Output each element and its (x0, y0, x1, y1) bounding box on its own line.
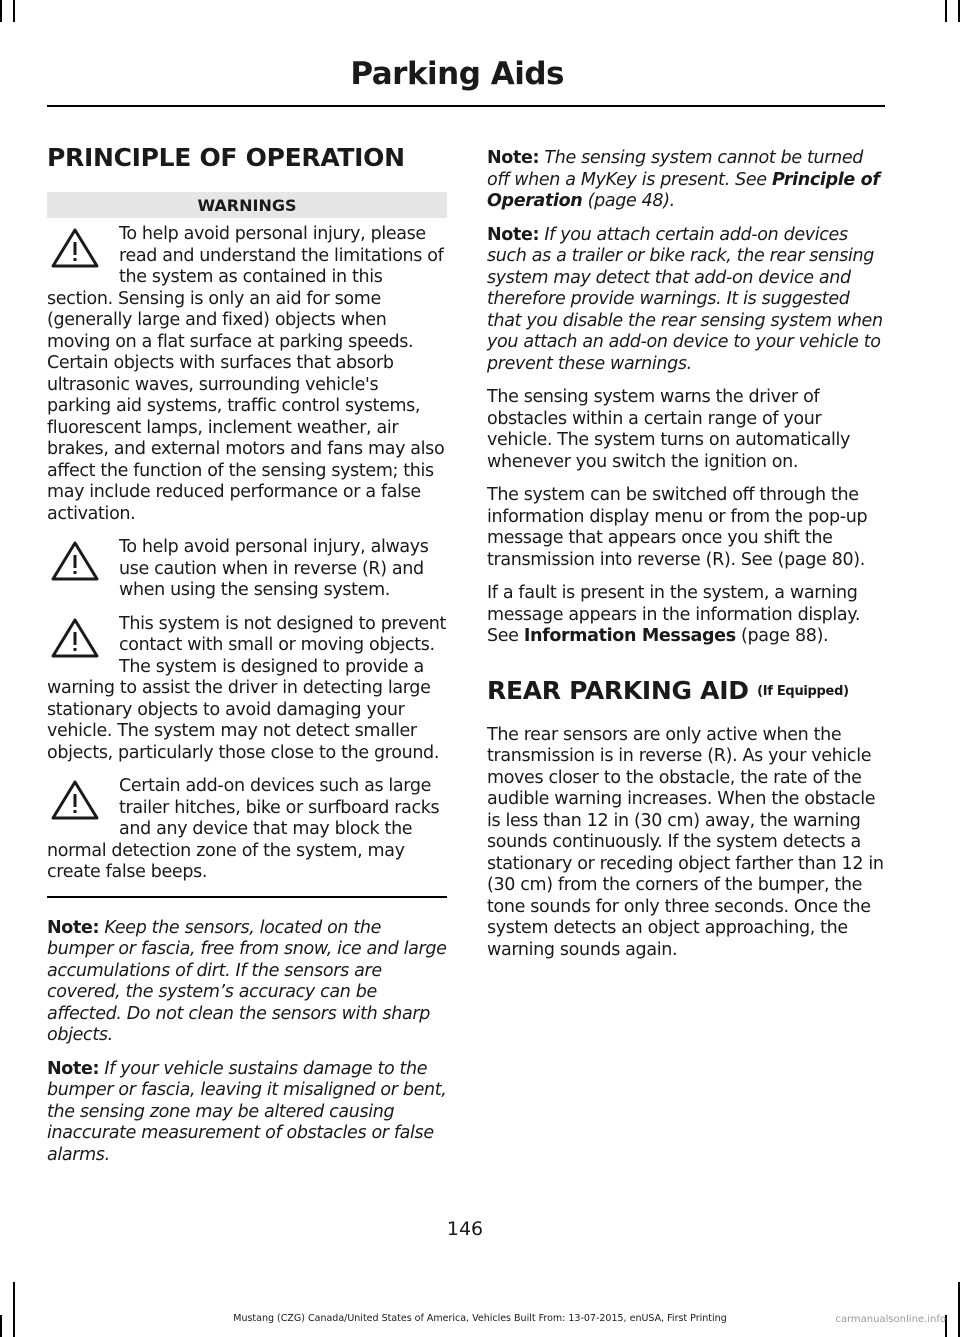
section-heading-rear-parking-aid (487, 676, 887, 705)
note-mykey (487, 148, 887, 213)
section-heading-principle: PRINCIPLE OF OPERATION (47, 143, 405, 172)
warning-text: To help avoid personal injury, always use caution when in reverse (R) and when using the sensing system. (119, 537, 429, 600)
body-paragraph: The system can be switched off through the information display menu or from the pop-up message that appears once you shift the transmission into reverse (R). See (page 80). (487, 485, 868, 570)
watermark: carmanualsonline.info (835, 1314, 946, 1325)
crop-mark (13, 0, 15, 22)
note-text: If your vehicle sustains damage to the bumper or fascia, leaving it misaligned or bent, the sensing zone may be altered causing inaccurate measurement of obstacles or false alarms. (47, 1058, 447, 1165)
crop-mark (945, 0, 947, 22)
warning-triangle-icon (51, 228, 99, 268)
warning-text: This system is not designed to prevent contact with small or moving objects. The system is designed to provide a warning to assist the driver in detecting large stationary objects to avoid damaging your vehicle. The system may not detect smaller objects, particularly those close to the ground. (47, 613, 447, 763)
note-label: Note: (47, 1058, 100, 1079)
note-add-on-devices (487, 225, 887, 376)
note-label: Note: (47, 917, 100, 938)
note-text: The sensing system cannot be turned off when a MyKey is present. See (487, 148, 863, 190)
note-sensors-clean (47, 918, 447, 1047)
warnings-end-divider (47, 896, 447, 898)
note-bumper-damage (47, 1059, 447, 1167)
heading-text: REAR PARKING AID (487, 675, 749, 705)
warning-item (47, 537, 447, 602)
note-text: If you attach certain add-on devices such as a trailer or bike rack, the rear sensing system may detect that add-on device and therefore provide warnings. It is suggested that you disable the rear sensing system when you attach an add-on device to your vehicle to prevent these warnings. (487, 224, 883, 374)
warning-item (47, 224, 447, 525)
note-label: Note: (487, 148, 540, 168)
page-reference: (page 88). (741, 626, 829, 646)
cross-reference-link[interactable]: Principle of Operation (487, 169, 880, 211)
crop-mark (0, 0, 2, 22)
body-paragraph: The rear sensors are only active when the transmission is in reverse (R). As your vehicle moves closer to the obstacle, the rate of the audible warning increases. When the obstacle is less than 12 in (30 cm) away, the warning sounds continuously. If the system detects a stationary or receding object farther than 12 in (30 cm) from the corners of the bumper, the tone sounds for only three seconds. Once the system detects an object approaching, the warning sounds again. (487, 724, 884, 960)
warnings-title: WARNINGS (47, 192, 447, 218)
warning-text: Certain add-on devices such as large trailer hitches, bike or surfboard racks and any device that may block the normal detection zone of the system, may create false beeps. (47, 776, 440, 882)
warning-triangle-icon (51, 618, 99, 658)
equipment-tag: (If Equipped) (757, 683, 849, 699)
warning-text: To help avoid personal injury, please read and understand the limitations of the system as contained in this section. Sensing is only an aid for some (generally large and fixed) objects when moving on a flat surface at parking speeds. Certain objects with surfaces that absorb ultrasonic waves, surrounding vehicle's parking aid systems, traffic control systems, fluorescent lamps, inclement weather, air brakes, and external motors and fans may also affect the function of the sensing system; this may include reduced performance or a false activation. (47, 224, 445, 524)
body-paragraph: The sensing system warns the driver of obstacles within a certain range of your vehicle. The system turns on automatically whenever you switch the ignition on. (487, 387, 850, 472)
left-column (47, 143, 447, 1178)
warning-triangle-icon (51, 541, 99, 581)
footer-text: Mustang (CZG) Canada/United States of America, Vehicles Built From: 13-07-2015, enUSA, First Printing (233, 1313, 727, 1324)
warning-item (47, 614, 447, 765)
cross-reference-link[interactable]: Information Messages (523, 626, 736, 646)
warning-triangle-icon (51, 780, 99, 820)
warning-item (47, 776, 447, 884)
page-number: 146 (446, 1218, 484, 1240)
note-label: Note: (487, 224, 540, 245)
page-header-title: Parking Aids (350, 56, 564, 92)
note-text: Keep the sensors, located on the bumper or fascia, free from snow, ice and large accumulations of dirt. If the sensors are covered, the system’s accuracy can be affected. Do not clean the sensors with sharp objects. (47, 917, 447, 1045)
header-divider (47, 105, 885, 107)
paragraph-text: If a fault is present in the system, a warning message appears in the information display. See (487, 583, 861, 646)
crop-mark (13, 1282, 15, 1337)
page-reference: (page 48). (587, 191, 675, 211)
body-paragraph-fault (487, 583, 887, 648)
right-column (487, 148, 887, 973)
